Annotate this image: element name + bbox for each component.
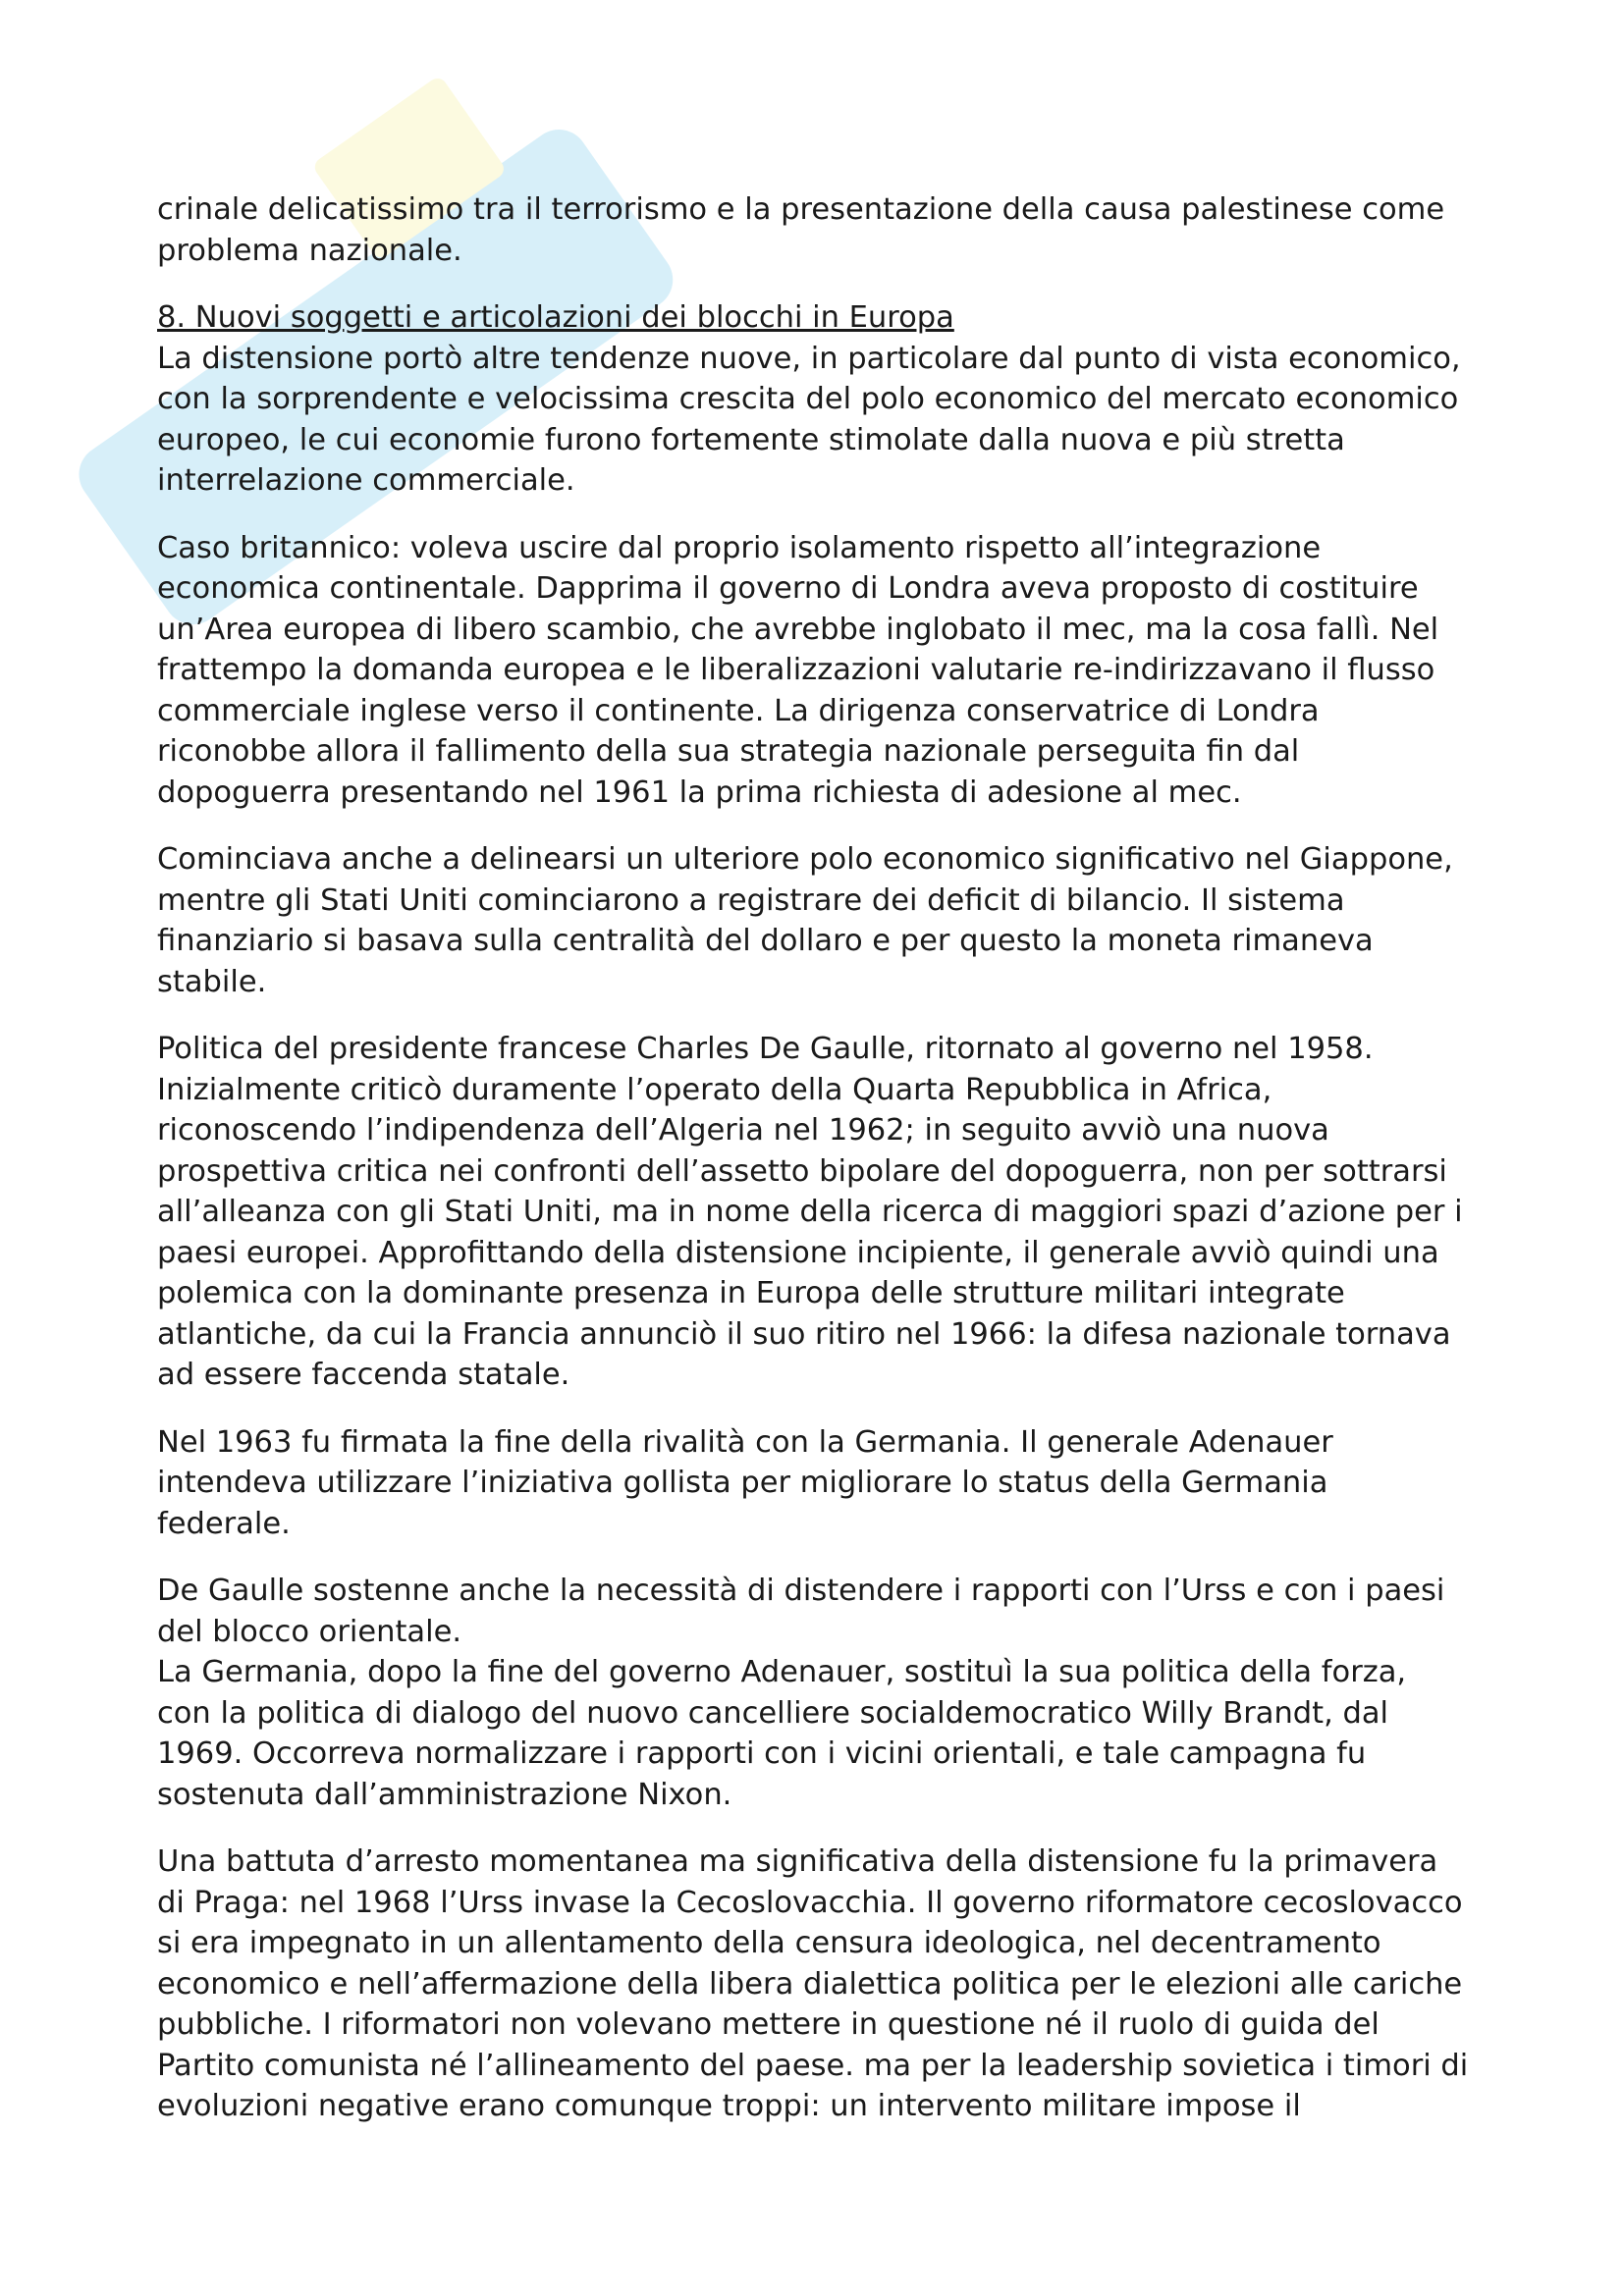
text-line: ad essere faccenda statale. [157,1358,570,1392]
paragraph [157,1422,1478,1545]
text-line: commerciale inglese verso il continente. La dirigenza conservatrice di Londra [157,693,1320,728]
text-line: Inizialmente criticò duramente l’operato della Quarta Repubblica in Africa, [157,1072,1272,1107]
text-line: economica continentale. Dapprima il governo di Londra aveva proposto di costituire [157,571,1419,606]
text-line: frattempo la domanda europea e le liberalizzazioni valutarie re-indirizzavano il flusso [157,653,1435,687]
text-line: crinale delicatissimo tra il terrorismo e la presentazione della causa palestinese come [157,192,1445,227]
text-line: Nel 1963 fu firmata la fine della rivalità con la Germania. Il generale Adenauer [157,1424,1333,1460]
text-line: evoluzioni negative erano comunque troppi: un intervento militare impose il [157,2089,1301,2123]
text-line: sostenuta dall’amministrazione Nixon. [157,1777,732,1812]
text-line: La Germania, dopo la fine del governo Adenauer, sostituì la sua politica della forza, [157,1655,1407,1689]
text-line: di Praga: nel 1968 l’Urss invase la Cecoslovacchia. Il governo riformatore cecoslovacco [157,1885,1463,1920]
text-line: polemica con la dominante presenza in Europa delle strutture militari integrate [157,1276,1345,1310]
paragraph [157,297,1478,502]
paragraph [157,839,1478,1002]
text-line: europeo, le cui economie furono fortemente stimolate dalla nuova e più stretta [157,422,1345,457]
text-line: del blocco orientale. [157,1614,462,1649]
text-line: interrelazione commerciale. [157,463,575,498]
text-line: con la politica di dialogo del nuovo cancelliere socialdemocratico Willy Brandt, dal [157,1695,1389,1731]
text-line: riconoscendo l’indipendenza dell’Algeria nel 1962; in seguito avviò una nuova [157,1113,1329,1148]
text-line: Una battuta d’arresto momentanea ma significativa della distensione fu la primavera [157,1844,1438,1879]
text-line: prospettiva critica nei confronti dell’assetto bipolare del dopoguerra, non per sottrarsi [157,1153,1447,1189]
text-line: Politica del presidente francese Charles De Gaulle, ritornato al governo nel 1958. [157,1032,1374,1066]
text-line: 1969. Occorreva normalizzare i rapporti con i vicini orientali, e tale campagna fu [157,1736,1367,1771]
text-line: stabile. [157,964,267,999]
text-line: Caso britannico: voleva uscire dal proprio isolamento rispetto all’integrazione [157,530,1322,565]
text-line: economico e nell’affermazione della libera dialettica politica per le elezioni alle cariche [157,1966,1463,2002]
paragraph [157,1029,1478,1396]
text-line: intendeva utilizzare l’iniziativa gollista per migliorare lo status della Germania [157,1466,1328,1500]
section-heading: 8. Nuovi soggetti e articolazioni dei blocchi in Europa [157,300,954,335]
document-body [157,189,1478,2154]
text-line: paesi europei. Approfittando della distensione incipiente, il generale avviò quindi una [157,1235,1439,1270]
text-line: problema nazionale. [157,233,462,268]
paragraph [157,528,1478,814]
text-line: un’Area europea di libero scambio, che avrebbe inglobato il mec, ma la cosa fallì. Nel [157,612,1439,647]
paragraph [157,1571,1478,1815]
text-line: all’alleanza con gli Stati Uniti, ma in nome della ricerca di maggiori spazi d’azione per i [157,1195,1463,1229]
text-line: dopoguerra presentando nel 1961 la prima richiesta di adesione al mec. [157,774,1242,810]
text-line: Partito comunista né l’allineamento del paese. ma per la leadership sovietica i timori di [157,2048,1469,2083]
text-line: La distensione portò altre tendenze nuove, in particolare dal punto di vista economico, [157,341,1461,376]
text-line: atlantiche, da cui la Francia annunciò il suo ritiro nel 1966: la difesa nazionale tornava [157,1316,1451,1352]
text-line: finanziario si basava sulla centralità del dollaro e per questo la moneta rimaneva [157,924,1374,958]
text-line: mentre gli Stati Uniti cominciarono a registrare dei deficit di bilancio. Il sistema [157,882,1345,918]
paragraph [157,1842,1478,2127]
text-line: federale. [157,1506,291,1541]
text-line: pubbliche. I riformatori non volevano mettere in questione né il ruolo di guida del [157,2007,1380,2042]
text-line: riconobbe allora il fallimento della sua strategia nazionale perseguita fin dal [157,734,1300,769]
text-line: De Gaulle sostenne anche la necessità di distendere i rapporti con l’Urss e con i paesi [157,1574,1445,1608]
paragraph [157,189,1478,271]
text-line: Cominciava anche a delinearsi un ulteriore polo economico significativo nel Giappone, [157,842,1453,877]
text-line: si era impegnato in un allentamento della censura ideologica, nel decentramento [157,1926,1381,1960]
text-line: con la sorprendente e velocissima crescita del polo economico del mercato economico [157,382,1459,416]
